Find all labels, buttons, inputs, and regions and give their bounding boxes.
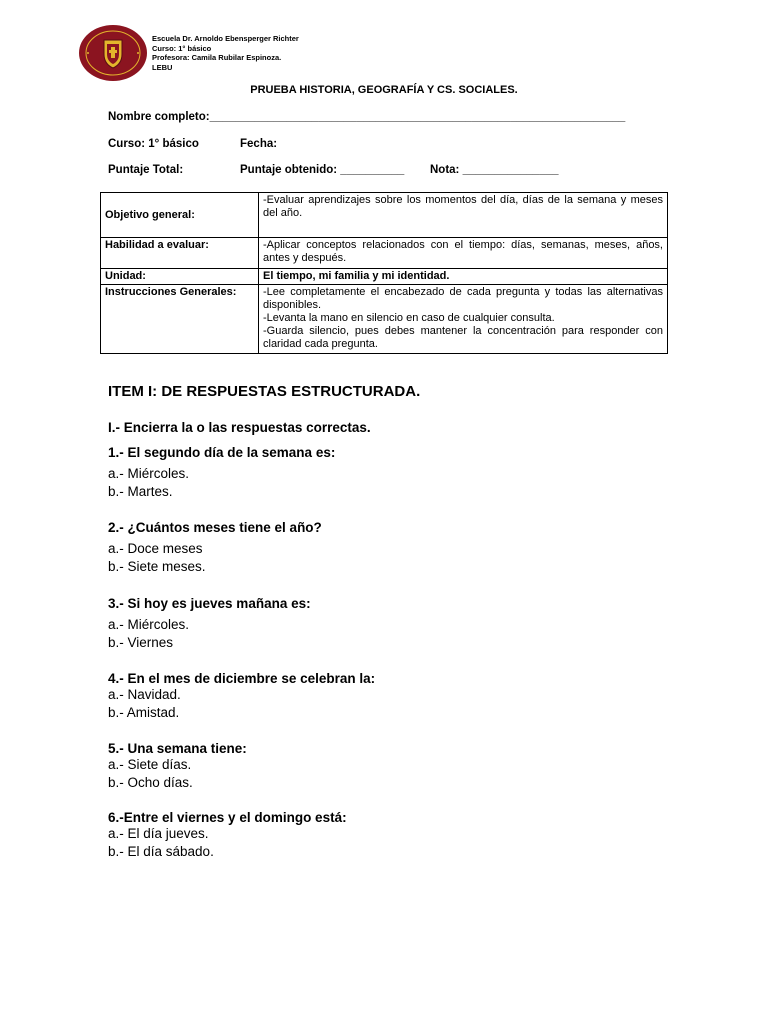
school-teacher: Profesora: Camila Rubilar Espinoza.: [152, 53, 282, 62]
nota-field[interactable]: Nota: _______________: [430, 164, 559, 176]
question-5: [108, 741, 247, 792]
habilidad-label: Habilidad a evaluar:: [101, 238, 259, 269]
school-name: Escuela Dr. Arnoldo Ebensperger Richter: [152, 34, 299, 43]
option-b[interactable]: b.- Siete meses.: [108, 559, 206, 574]
question-6: [108, 810, 347, 861]
option-b[interactable]: b.- El día sábado.: [108, 844, 214, 859]
objetivo-value: -Evaluar aprendizajes sobre los momentos del día, días de la semana y meses del año.: [259, 193, 668, 238]
instruccion-2: -Levanta la mano en silencio en caso de cualquier consulta.: [263, 312, 555, 324]
question-4: [108, 671, 375, 722]
option-a[interactable]: a.- Doce meses: [108, 541, 203, 556]
test-title: PRUEBA HISTORIA, GEOGRAFÍA Y CS. SOCIALES.: [250, 84, 518, 96]
question-text: 3.- Si hoy es jueves mañana es:: [108, 596, 311, 611]
instrucciones-label: Instrucciones Generales:: [101, 285, 259, 354]
option-a[interactable]: a.- Miércoles.: [108, 617, 190, 632]
school-course: Curso: 1° básico: [152, 43, 212, 53]
option-a[interactable]: a.- Siete días.: [108, 757, 192, 772]
question-3: [108, 596, 311, 652]
question-text: 2.- ¿Cuántos meses tiene el año?: [108, 520, 322, 535]
school-city: LEBU: [152, 62, 173, 72]
question-1: [108, 445, 335, 501]
puntaje-total-label: Puntaje Total:: [108, 164, 184, 176]
objectives-table: [100, 192, 668, 354]
school-logo: [78, 24, 148, 82]
fecha-field[interactable]: Fecha:: [240, 138, 278, 150]
item-instruction: I.- Encierra la o las respuestas correctas.: [108, 420, 371, 435]
question-text: 5.- Una semana tiene:: [108, 741, 247, 756]
unidad-label: Unidad:: [101, 269, 259, 285]
table-row: [101, 238, 668, 269]
school-info: [152, 34, 299, 72]
option-b[interactable]: b.- Martes.: [108, 484, 173, 499]
option-a[interactable]: a.- Navidad.: [108, 687, 181, 702]
habilidad-value: -Aplicar conceptos relacionados con el tiempo: días, semanas, meses, años, antes y después.: [259, 238, 668, 269]
instruccion-1: -Lee completamente el encabezado de cada pregunta y todas las alternativas disponibles.: [263, 286, 663, 311]
instrucciones-value: [259, 285, 668, 354]
question-2: [108, 520, 322, 576]
curso-label: Curso: 1° básico: [108, 138, 199, 150]
option-b[interactable]: b.- Amistad.: [108, 705, 180, 720]
unidad-value: El tiempo, mi familia y mi identidad.: [259, 269, 668, 285]
objetivo-label: Objetivo general:: [101, 193, 259, 238]
table-row: [101, 193, 668, 238]
nombre-field[interactable]: Nombre completo:_________________________________________________________________: [108, 111, 626, 123]
question-text: 1.- El segundo día de la semana es:: [108, 445, 336, 460]
option-a[interactable]: a.- El día jueves.: [108, 826, 209, 841]
item-title: ITEM I: DE RESPUESTAS ESTRUCTURADA.: [108, 383, 421, 400]
instruccion-3: -Guarda silencio, pues debes mantener la concentración para responder con claridad cada pregunta.: [263, 325, 663, 350]
question-text: 6.-Entre el viernes y el domingo está:: [108, 810, 347, 825]
table-row: [101, 285, 668, 354]
option-b[interactable]: b.- Viernes: [108, 635, 174, 650]
table-row: [101, 269, 668, 285]
option-a[interactable]: a.- Miércoles.: [108, 466, 190, 481]
question-text: 4.- En el mes de diciembre se celebran la:: [108, 671, 376, 686]
puntaje-obtenido-field[interactable]: Puntaje obtenido: __________: [240, 164, 405, 176]
option-b[interactable]: b.- Ocho días.: [108, 775, 193, 790]
